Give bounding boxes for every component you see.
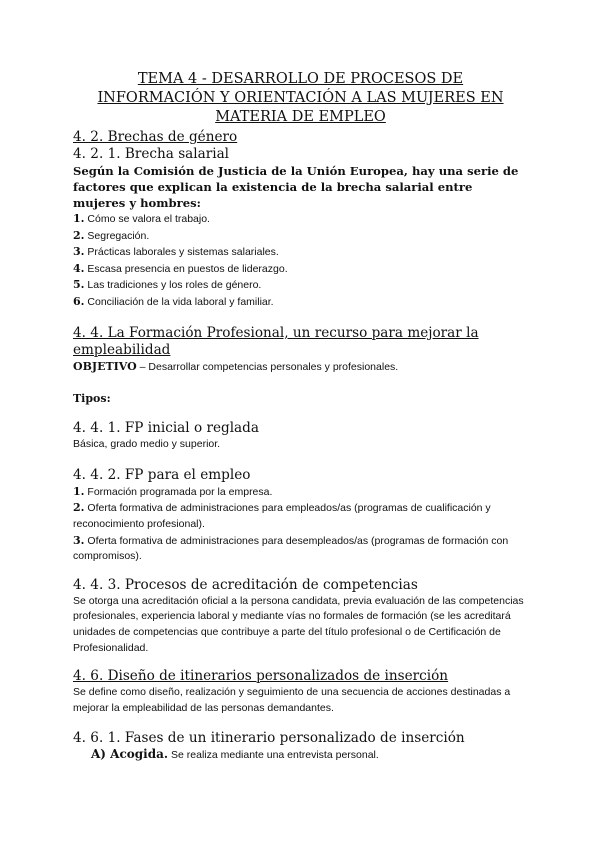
section-4-2-heading: 4. 2. Brechas de género [73,129,238,145]
list-item [73,211,528,228]
title-line-3: MATERIA DE EMPLEO [215,109,386,125]
list-item [73,277,528,294]
list-item [73,294,528,311]
list-item-text: Las tradiciones y los roles de género. [87,279,262,292]
section-4-4-heading: 4. 4. La Formación Profesional, un recurso para mejorar la empleabilidad [73,324,479,358]
document-title [73,70,528,127]
list-item-number: 3. [73,533,85,547]
title-line-1: TEMA 4 - DESARROLLO DE PROCESOS DE [137,71,464,87]
list-item [73,500,528,532]
list-item-number: 1. [73,212,85,225]
section-4-4-3-heading: 4. 4. 3. Procesos de acreditación de competencias [73,576,418,593]
list-item [73,261,528,278]
fp-empleo-list [73,484,528,565]
objetivo-line [73,359,528,376]
list-item-number: 1. [73,484,85,498]
tipos-label: Tipos: [73,392,111,406]
objetivo-text: – Desarrollar competencias personales y profesionales. [136,360,399,373]
list-item-text: Oferta formativa de administraciones para desempleados/as (programas de formación con compromisos). [73,534,509,563]
list-item-text: Cómo se valora el trabajo. [87,213,210,225]
objetivo-label: OBJETIVO [73,359,137,373]
list-item-number: 6. [73,294,85,308]
fp-inicial-text: Básica, grado medio y superior. [73,438,221,451]
list-item-text: Conciliación de la vida laboral y familiar. [87,295,274,308]
list-item-number: 3. [73,245,85,259]
list-item [73,533,528,565]
fase-acogida-label: A) Acogida. [91,747,169,762]
list-item-number: 2. [73,501,85,515]
list-item-text: Escasa presencia en puestos de liderazgo. [87,262,288,275]
section-4-4-1-heading: 4. 4. 1. FP inicial o reglada [73,420,259,437]
list-item [73,244,528,261]
itinerarios-text: Se define como diseño, realización y seguimiento de una secuencia de acciones destinadas a mejorar la empleabilidad de las personas demandantes. [73,686,511,714]
fase-acogida [73,747,528,763]
list-item [73,228,528,245]
section-4-2-1-heading: 4. 2. 1. Brecha salarial [73,146,230,162]
list-item [73,484,528,501]
list-item-number: 2. [73,228,85,242]
section-4-4-2-heading: 4. 4. 2. FP para el empleo [73,466,251,483]
section-4-6-1-heading: 4. 6. 1. Fases de un itinerario personalizado de inserción [73,730,465,747]
document-page [73,70,528,763]
list-item-text: Segregación. [87,229,150,242]
list-item-text: Oferta formativa de administraciones para empleados/as (programas de cualificación y reconocimiento profesional). [73,502,491,530]
list-item-number: 5. [73,278,85,292]
fase-acogida-text: Se realiza mediante una entrevista personal. [168,749,379,762]
list-item-text: Prácticas laborales y sistemas salariales. [87,246,279,259]
brecha-intro: Según la Comisión de Justicia de la Unión Europea, hay una serie de factores que explican la existencia de la brecha salarial entre mujeres y hombres: [73,164,519,210]
list-item-text: Formación programada por la empresa. [87,485,273,498]
acreditacion-text: Se otorga una acreditación oficial a la persona candidata, previa evaluación de las competencias profesionales, experiencia laboral y mediante vías no formales de formación (se les acreditará unidades de competencias que contribuye a parte del título profesional o de Certificación de Profesionalidad. [73,594,524,654]
list-item-number: 4. [73,261,85,275]
section-4-6-heading: 4. 6. Diseño de itinerarios personalizados de inserción [73,668,449,685]
title-line-2: INFORMACIÓN Y ORIENTACIÓN A LAS MUJERES EN [97,90,504,106]
brecha-factor-list [73,211,528,311]
